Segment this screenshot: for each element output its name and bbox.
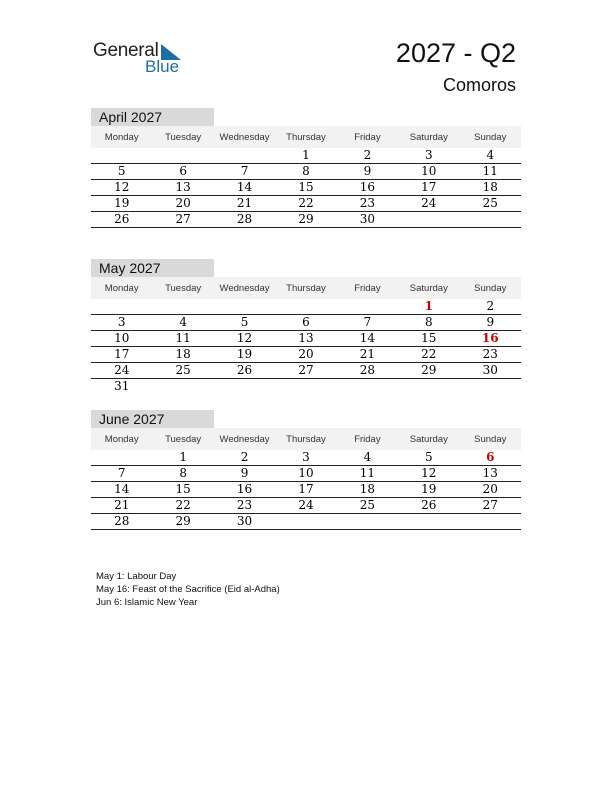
day-cell: 23 (214, 498, 275, 514)
empty-day-cell (152, 299, 213, 315)
day-cell: 5 (214, 315, 275, 331)
day-cell: 22 (275, 196, 336, 212)
day-cell: 11 (460, 164, 521, 180)
day-cell: 30 (460, 363, 521, 379)
day-cell: 6 (460, 450, 521, 466)
week-row (91, 212, 521, 228)
empty-day-cell (398, 212, 459, 228)
month-title: April 2027 (91, 108, 214, 126)
weekday-label: Sunday (460, 277, 521, 299)
weekday-label: Tuesday (152, 126, 213, 148)
day-cell: 5 (398, 450, 459, 466)
day-cell: 19 (398, 482, 459, 498)
day-cell: 21 (214, 196, 275, 212)
weekday-label: Thursday (275, 277, 336, 299)
day-cell: 26 (398, 498, 459, 514)
day-cell: 18 (152, 347, 213, 363)
weekday-label: Monday (91, 428, 152, 450)
day-cell: 8 (152, 466, 213, 482)
day-cell: 12 (398, 466, 459, 482)
day-cell: 29 (398, 363, 459, 379)
empty-day-cell (214, 379, 275, 395)
day-cell: 28 (91, 514, 152, 530)
week-row (91, 180, 521, 196)
weekday-label: Friday (337, 428, 398, 450)
holiday-notes (96, 570, 280, 609)
day-cell: 19 (214, 347, 275, 363)
empty-day-cell (152, 379, 213, 395)
day-cell: 26 (214, 363, 275, 379)
logo-word-general: General (93, 40, 159, 61)
day-cell: 3 (91, 315, 152, 331)
day-cell: 28 (337, 363, 398, 379)
weekday-label: Wednesday (214, 126, 275, 148)
week-row (91, 514, 521, 530)
day-cell: 3 (275, 450, 336, 466)
day-cell: 16 (337, 180, 398, 196)
day-cell: 3 (398, 148, 459, 164)
week-row (91, 148, 521, 164)
month-june (91, 410, 521, 530)
calendar-grid (91, 126, 521, 228)
day-cell: 2 (460, 299, 521, 315)
empty-day-cell (275, 299, 336, 315)
day-cell: 24 (275, 498, 336, 514)
day-cell: 30 (337, 212, 398, 228)
week-row (91, 299, 521, 315)
weekday-label: Saturday (398, 277, 459, 299)
day-cell: 27 (275, 363, 336, 379)
day-cell: 4 (460, 148, 521, 164)
empty-day-cell (398, 379, 459, 395)
week-row (91, 482, 521, 498)
day-cell: 27 (152, 212, 213, 228)
weekday-label: Sunday (460, 428, 521, 450)
day-cell: 30 (214, 514, 275, 530)
month-april (91, 108, 521, 228)
day-cell: 17 (91, 347, 152, 363)
week-row (91, 363, 521, 379)
day-cell: 24 (398, 196, 459, 212)
day-cell: 18 (460, 180, 521, 196)
day-cell: 11 (152, 331, 213, 347)
day-cell: 23 (460, 347, 521, 363)
day-cell: 1 (275, 148, 336, 164)
day-cell: 8 (398, 315, 459, 331)
empty-day-cell (214, 299, 275, 315)
empty-day-cell (398, 514, 459, 530)
week-row (91, 331, 521, 347)
day-cell: 20 (152, 196, 213, 212)
week-row (91, 466, 521, 482)
month-may (91, 259, 521, 394)
day-cell: 7 (91, 466, 152, 482)
day-cell: 16 (214, 482, 275, 498)
day-cell: 12 (91, 180, 152, 196)
day-cell: 31 (114, 379, 130, 393)
day-cell: 10 (275, 466, 336, 482)
weekday-label: Saturday (398, 428, 459, 450)
page-title: 2027 - Q2 (395, 38, 516, 68)
day-cell: 13 (152, 180, 213, 196)
day-cell: 12 (214, 331, 275, 347)
calendar-grid (91, 428, 521, 530)
day-cell: 14 (214, 180, 275, 196)
empty-day-cell (152, 148, 213, 164)
weekday-header-row (91, 428, 521, 450)
day-cell: 6 (152, 164, 213, 180)
empty-day-cell (91, 450, 152, 466)
day-cell: 7 (214, 164, 275, 180)
day-cell: 25 (152, 363, 213, 379)
empty-day-cell (337, 299, 398, 315)
weekday-label: Tuesday (152, 277, 213, 299)
day-cell: 10 (398, 164, 459, 180)
day-cell: 4 (337, 450, 398, 466)
day-cell: 21 (337, 347, 398, 363)
calendar-grid (91, 277, 521, 394)
empty-day-cell (460, 212, 521, 228)
day-cell: 7 (337, 315, 398, 331)
day-cell: 27 (460, 498, 521, 514)
month-title: June 2027 (91, 410, 214, 428)
day-cell: 21 (91, 498, 152, 514)
day-cell: 1 (398, 299, 459, 315)
holiday-note: May 1: Labour Day (96, 571, 177, 582)
day-cell: 15 (275, 180, 336, 196)
day-cell: 24 (91, 363, 152, 379)
country-name: Comoros (442, 75, 516, 95)
weekday-header-row (91, 126, 521, 148)
weekday-label: Monday (91, 277, 152, 299)
day-cell: 26 (91, 212, 152, 228)
day-cell: 28 (214, 212, 275, 228)
weekday-label: Monday (91, 126, 152, 148)
day-cell: 18 (337, 482, 398, 498)
day-cell: 25 (337, 498, 398, 514)
weekday-label: Wednesday (214, 277, 275, 299)
month-title: May 2027 (91, 259, 214, 277)
day-cell: 8 (275, 164, 336, 180)
day-cell: 20 (460, 482, 521, 498)
day-cell: 2 (337, 148, 398, 164)
empty-day-cell (337, 379, 398, 395)
empty-day-cell (460, 379, 521, 395)
day-cell: 9 (214, 466, 275, 482)
empty-day-cell (460, 514, 521, 530)
day-cell: 17 (275, 482, 336, 498)
week-row (91, 498, 521, 514)
day-cell: 13 (460, 466, 521, 482)
day-cell: 9 (337, 164, 398, 180)
day-cell: 20 (275, 347, 336, 363)
week-row (91, 315, 521, 331)
day-cell: 14 (91, 482, 152, 498)
empty-day-cell (275, 514, 336, 530)
day-cell: 9 (460, 315, 521, 331)
day-cell: 17 (398, 180, 459, 196)
week-row (91, 379, 521, 395)
logo-word-blue: Blue (145, 57, 180, 76)
day-cell: 13 (275, 331, 336, 347)
day-cell: 23 (337, 196, 398, 212)
day-cell: 25 (460, 196, 521, 212)
day-cell: 15 (398, 331, 459, 347)
day-cell: 22 (152, 498, 213, 514)
day-cell: 16 (460, 331, 521, 347)
weekday-label: Tuesday (152, 428, 213, 450)
day-cell: 29 (275, 212, 336, 228)
empty-day-cell (91, 299, 152, 315)
empty-day-cell (214, 148, 275, 164)
empty-day-cell (337, 514, 398, 530)
weekday-label: Wednesday (214, 428, 275, 450)
day-cell: 19 (91, 196, 152, 212)
week-row (91, 347, 521, 363)
day-cell: 10 (91, 331, 152, 347)
weekday-label: Thursday (275, 428, 336, 450)
day-cell: 22 (398, 347, 459, 363)
day-cell: 11 (337, 466, 398, 482)
weekday-label: Sunday (460, 126, 521, 148)
holiday-note: Jun 6: Islamic New Year (96, 597, 198, 608)
week-row (91, 196, 521, 212)
day-cell: 14 (337, 331, 398, 347)
empty-day-cell (91, 148, 152, 164)
weekday-label: Friday (337, 277, 398, 299)
week-row (91, 450, 521, 466)
week-row (91, 164, 521, 180)
holiday-note: May 16: Feast of the Sacrifice (Eid al-Adha) (96, 584, 280, 595)
day-cell: 5 (91, 164, 152, 180)
day-cell: 15 (152, 482, 213, 498)
weekday-header-row (91, 277, 521, 299)
brand-logo (93, 40, 193, 80)
day-cell: 2 (214, 450, 275, 466)
day-cell: 4 (152, 315, 213, 331)
empty-day-cell (275, 379, 336, 395)
day-cell: 1 (152, 450, 213, 466)
weekday-label: Saturday (398, 126, 459, 148)
weekday-label: Friday (337, 126, 398, 148)
day-cell: 29 (152, 514, 213, 530)
weekday-label: Thursday (275, 126, 336, 148)
day-cell: 6 (275, 315, 336, 331)
